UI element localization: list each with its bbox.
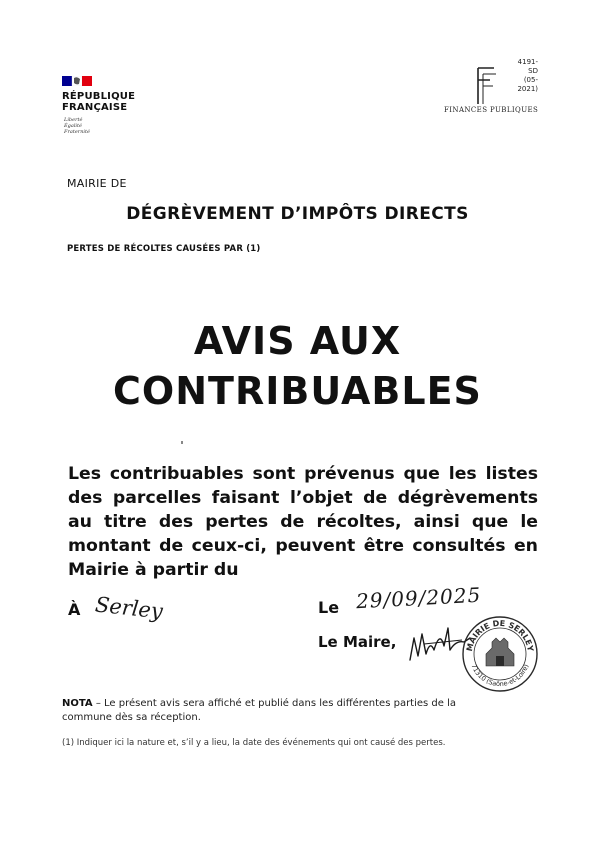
le-label: Le [318,598,340,617]
notice-body: Les contribuables sont prévenus que les listes des parcelles faisant l’objet de dégrèvements au titre des pertes de récoltes, ainsi que le montant de ceux-ci, peuvent être consultés en Mairie à partir du [68,464,538,580]
stamp-top-text: MAIRIE DE SERLEY [464,618,535,653]
document-title: DÉGRÈVEMENT D’IMPÔTS DIRECTS [126,204,469,224]
avis-heading: AVIS AUX CONTRIBUABLES [113,319,482,413]
marianne-logo [62,76,96,86]
handwritten-date: 29/09/2025 [355,582,482,614]
nota-paragraph [62,697,502,725]
nota-text: – Le présent avis sera affiché et publié dans les différentes parties de la commune dès sa réception. [62,698,457,723]
footnote: (1) Indiquer ici la nature et, s’il y a lieu, la date des événements qui ont causé des pertes. [62,738,446,748]
le-maire-label: Le Maire, [318,633,397,651]
mairie-de-label: MAIRIE DE [67,177,127,190]
finances-publiques-label: FINANCES PUBLIQUES [444,106,539,114]
pertes-label: PERTES DE RÉCOLTES CAUSÉES PAR (1) [67,244,261,254]
form-code: 4191-SD (05-2021) [517,58,538,93]
republique-francaise: RÉPUBLIQUE FRANÇAISE [62,91,136,113]
scan-speck [181,441,183,444]
republic-motto: Liberté Égalité Fraternité [64,117,90,135]
stamp-bottom-text: 71310 (Saône-et-Loire) [469,663,531,689]
mairie-stamp [460,614,540,694]
a-label: À [68,600,81,619]
finances-publiques-logo [474,64,498,106]
nota-label: NOTA [62,698,93,709]
handwritten-place: Serley [93,592,164,624]
